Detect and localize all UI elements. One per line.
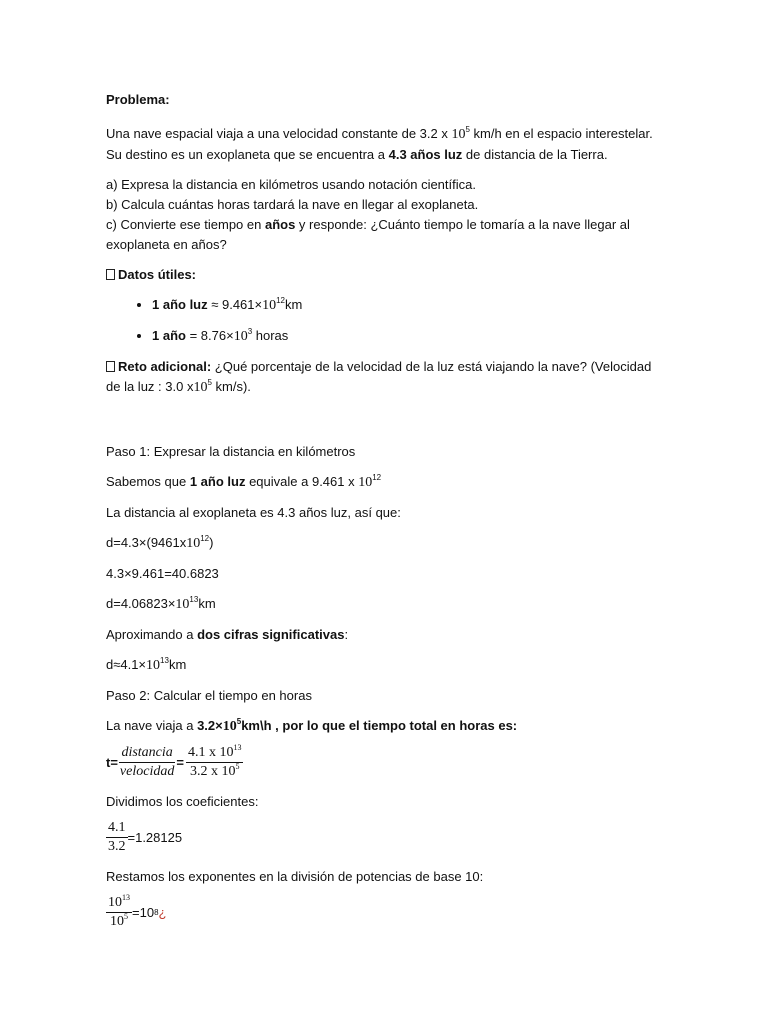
bold-text: 4.3 años luz: [388, 147, 463, 162]
text: horas: [252, 328, 289, 343]
placeholder-glyph-icon: [106, 361, 115, 372]
text: d=4.06823×: [106, 596, 176, 611]
text: ): [209, 535, 214, 550]
result-base: =10: [132, 905, 155, 920]
formula-label: t=: [106, 755, 118, 770]
text: ≈ 9.461×: [207, 297, 263, 312]
datos-heading: [106, 265, 666, 285]
list-item: [152, 295, 666, 316]
text: Sabemos que: [106, 474, 190, 489]
paso1-heading: Paso 1: Expresar la distancia en kilómetros: [106, 444, 356, 459]
text: km/s).: [211, 379, 251, 394]
text: 4.1 x 10: [187, 745, 234, 760]
power-base: 10: [193, 380, 208, 395]
text: La nave viaja a: [106, 718, 198, 733]
numerator: [186, 745, 244, 763]
power-exp: 12: [276, 296, 286, 305]
list-item: [152, 326, 666, 347]
question-a: a) Expresa la distancia en kilómetros usando notación científica.: [106, 177, 476, 192]
power-exp: 13: [189, 595, 199, 604]
text: Una nave espacial viaja a una velocidad constante de 3.2 x: [106, 126, 452, 141]
reto-adicional: [106, 357, 666, 398]
power-exp: 13: [122, 893, 130, 902]
power-base: 10: [146, 658, 161, 673]
coef-division: [106, 820, 666, 855]
power-base: 10: [186, 536, 201, 551]
datos-list: [106, 295, 666, 347]
result: =1.28125: [127, 830, 183, 845]
restamos-line: Restamos los exponentes en la división de potencias de base 10:: [106, 869, 484, 884]
equation-2: 4.3×9.461=40.6823: [106, 566, 219, 581]
power-exp: 12: [200, 534, 210, 543]
denominator: 3.2: [108, 839, 126, 854]
power-exp: 5: [207, 378, 212, 387]
text: km/h en el espacio interestelar. Su destino es un exoplaneta que se encuentra a: [106, 126, 653, 162]
bold-text: km\h , por lo que el tiempo total en horas es:: [241, 718, 518, 733]
fraction-coefficients: [106, 820, 128, 855]
text: km: [285, 297, 303, 312]
aproximando-line: [106, 625, 666, 645]
power-exp: 13: [233, 743, 242, 752]
equation-4: [106, 655, 666, 676]
red-mark: ¿: [158, 905, 167, 920]
question-b: b) Calcula cuántas horas tardará la nave en llegar al exoplaneta.: [106, 197, 479, 212]
bold-text: 1 año: [152, 328, 186, 343]
text: :: [344, 627, 349, 642]
distancia-line: La distancia al exoplaneta es 4.3 años luz, así que:: [106, 505, 401, 520]
sabemos-line: [106, 472, 666, 493]
fraction-distance-velocity: [118, 745, 176, 780]
problema-heading: Problema:: [106, 92, 170, 107]
bold-text: 1 año luz: [152, 297, 208, 312]
equation-3: [106, 594, 666, 615]
paso2-heading: Paso 2: Calcular el tiempo en horas: [106, 688, 312, 703]
power-exp: 5: [465, 125, 470, 134]
text: y responde: ¿Cuánto tiempo le tomaría a la nave llegar al exoplaneta en años?: [106, 217, 630, 252]
power-base: 10: [451, 127, 466, 142]
text: km: [198, 596, 216, 611]
numerator: [106, 895, 132, 913]
power-exp: 5: [124, 912, 128, 921]
text: d=4.3×(9461x: [106, 535, 187, 550]
text: 3.2 x 10: [189, 764, 236, 779]
power-base: 10: [175, 597, 190, 612]
power-base: 10: [222, 719, 237, 734]
bold-text: 3.2×: [197, 718, 223, 733]
power-base: 10: [358, 475, 373, 490]
power-exp: 3: [247, 327, 253, 336]
power-base: 10: [108, 895, 122, 910]
bold-text: dos cifras significativas: [197, 627, 345, 642]
bold-text: Reto adicional:: [118, 359, 212, 374]
power-base: 10: [110, 914, 124, 929]
text: equivale a 9.461 x: [245, 474, 359, 489]
text: ¿Qué porcentaje de la velocidad de la luz está viajando la nave? (Velocidad de la luz : 3.0 x: [106, 359, 652, 394]
power-base: 10: [262, 298, 277, 313]
power-exp: 12: [372, 473, 382, 482]
nave-line: [106, 716, 666, 737]
power-base: 10: [233, 329, 248, 344]
denominator: [188, 763, 242, 780]
dividimos-line: Dividimos los coeficientes:: [106, 794, 259, 809]
power-exp: 5: [236, 717, 242, 726]
power-division: $\frac{10^{13}}{10^5}$ =10 8 ¿: [108, 893, 167, 929]
question-c: [106, 215, 666, 255]
fraction-powers: [106, 895, 132, 930]
power-exp: 13: [160, 656, 169, 665]
fraction-values: [186, 745, 244, 780]
text: d≈4.1×: [106, 657, 147, 672]
text: c) Convierte ese tiempo en: [106, 217, 265, 232]
denominator: [108, 913, 130, 930]
numerator: distancia: [119, 745, 174, 763]
problem-statement: [106, 124, 666, 165]
equals-sign: =: [176, 755, 184, 770]
bold-text: años: [264, 217, 296, 232]
document-body: [106, 90, 666, 930]
text: Aproximando a: [106, 627, 198, 642]
text: de distancia de la Tierra.: [462, 147, 608, 162]
text: = 8.76×: [185, 328, 234, 343]
equation-1: [106, 533, 666, 554]
numerator: 4.1: [106, 820, 128, 838]
denominator: velocidad: [119, 764, 175, 779]
power-exp: 5: [235, 762, 240, 771]
bold-text: 1 año luz: [189, 474, 246, 489]
time-formula: [106, 745, 666, 780]
bold-text: Datos útiles:: [118, 267, 197, 282]
placeholder-glyph-icon: [106, 269, 115, 280]
text: km: [168, 657, 187, 672]
